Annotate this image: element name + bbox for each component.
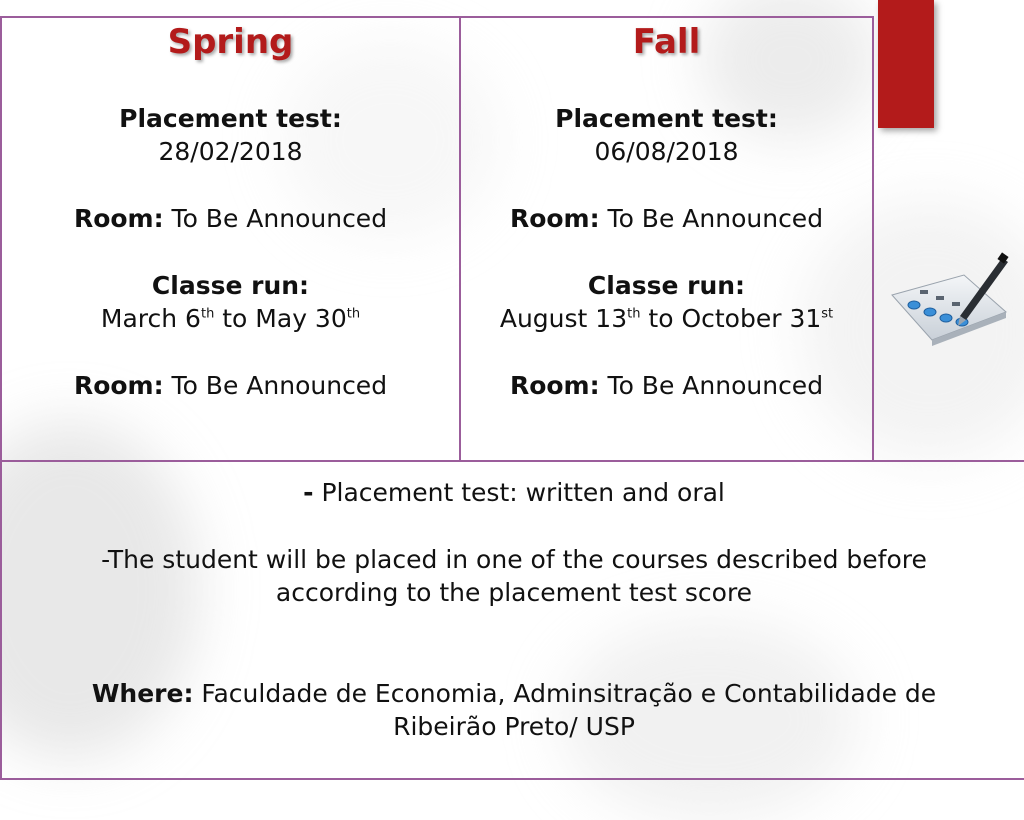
notes-panel: [0, 460, 1024, 780]
spring-room-label: Room:: [73, 204, 164, 233]
fall-room-label: Room:: [509, 204, 600, 233]
fall-room2-line: [461, 369, 872, 402]
spring-room2-value: To Be Announced: [171, 371, 388, 400]
notes-line-3: according to the placement test score: [275, 578, 753, 607]
spring-classes-end-sup: th: [346, 306, 361, 322]
spring-room-value: To Be Announced: [171, 204, 388, 233]
where-value-2: Ribeirão Preto/ USP: [393, 712, 635, 741]
spring-classes-start: March 6: [100, 304, 201, 333]
fall-classes-mid: to October 31: [640, 304, 822, 333]
notes-bullet: -: [303, 478, 314, 507]
notes-line-2: -The student will be placed in one of the courses described before: [101, 545, 927, 574]
fall-classes-dates: [461, 302, 872, 335]
fall-panel: [459, 16, 874, 462]
spring-classes-mid: to May 30: [214, 304, 347, 333]
fall-room-line: [461, 202, 872, 235]
fall-classes-start: August 13: [499, 304, 628, 333]
test-sheet-pen-icon: [884, 250, 1014, 350]
fall-room2-value: To Be Announced: [607, 371, 824, 400]
spring-placement-label: Placement test:: [119, 104, 342, 133]
fall-classes-label: Classe run:: [587, 271, 746, 300]
fall-classes-start-sup: th: [627, 306, 641, 322]
spring-classes-dates: [2, 302, 459, 335]
spring-room-line: [2, 202, 459, 235]
spring-room2-label: Room:: [73, 371, 164, 400]
notes-where-line: [2, 677, 1024, 710]
fall-placement-label: Placement test:: [555, 104, 778, 133]
spring-title: Spring: [167, 22, 294, 62]
where-value: Faculdade de Economia, Adminsitração e Contabilidade de: [201, 679, 937, 708]
spring-placement-date: 28/02/2018: [158, 137, 303, 166]
fall-room2-label: Room:: [509, 371, 600, 400]
spring-panel: [0, 16, 461, 462]
decorative-red-bar: [878, 0, 934, 128]
spring-classes-start-sup: th: [200, 306, 215, 322]
where-label: Where:: [91, 679, 194, 708]
spring-room2-line: [2, 369, 459, 402]
notes-line-1-text: Placement test: written and oral: [321, 478, 725, 507]
notes-line-1: [2, 476, 1024, 509]
fall-title: Fall: [632, 22, 701, 62]
fall-placement-date: 06/08/2018: [594, 137, 739, 166]
fall-classes-end-sup: st: [821, 306, 834, 322]
spring-classes-label: Classe run:: [151, 271, 310, 300]
fall-room-value: To Be Announced: [607, 204, 824, 233]
